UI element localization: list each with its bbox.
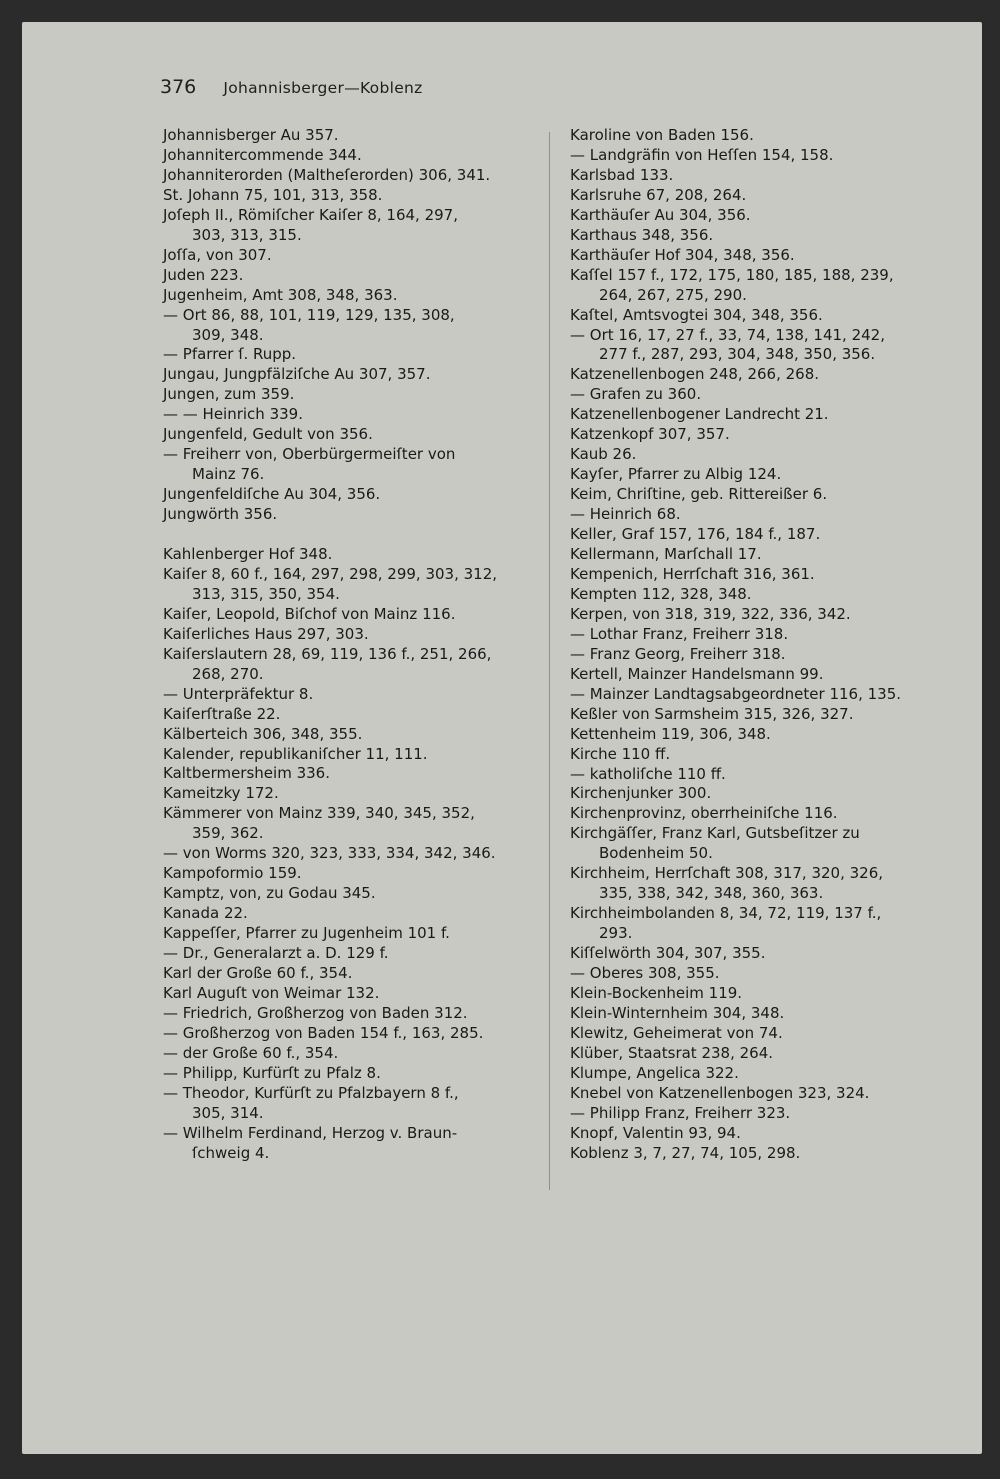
index-entry: — Heinrich 68. [570,505,681,524]
index-entry: Kampoformio 159. [163,864,302,883]
index-entry: — von Worms 320, 323, 333, 334, 342, 346. [163,844,496,863]
index-entry: Katzenellenbogener Landrecht 21. [570,405,829,424]
index-column-right [570,126,948,1164]
index-entry: 305, 314. [192,1103,264,1122]
index-entry: Karthäuſer Au 304, 356. [570,205,751,224]
index-entry: Joſeph II., Römiſcher Kaiſer 8, 164, 297, [163,205,458,224]
page-number: 376 [160,76,197,98]
index-entry: — Großherzog von Baden 154 f., 163, 285. [163,1023,484,1042]
index-entry: Kellermann, Marſchall 17. [570,545,762,564]
index-entry: Kaiſer 8, 60 f., 164, 297, 298, 299, 303, 312, [163,564,498,583]
column-divider [549,132,550,1190]
index-entry: Knebel von Katzenellenbogen 323, 324. [570,1083,870,1102]
index-entry: — — Heinrich 339. [163,405,303,424]
index-entry: Klumpe, Angelica 322. [570,1063,739,1082]
index-entry: Karl der Große 60 f., 354. [163,964,353,983]
index-entry: — Landgräfin von Heſſen 154, 158. [570,145,834,164]
index-entry: Koblenz 3, 7, 27, 74, 105, 298. [570,1143,801,1162]
index-entry: Johannisberger Au 357. [163,126,339,144]
index-entry: Karlsbad 133. [570,165,674,184]
index-entry: Keßler von Sarmsheim 315, 326, 327. [570,704,854,723]
index-entry: Kaſtel, Amtsvogtei 304, 348, 356. [570,305,823,324]
index-entry: — Ort 16, 17, 27 f., 33, 74, 138, 141, 242, [570,325,885,344]
index-entry: Kirchenprovinz, oberrheiniſche 116. [570,804,838,823]
index-entry: — der Große 60 f., 354. [163,1043,339,1062]
index-entry: — katholiſche 110 ff. [570,764,726,783]
index-entry: Katzenkopf 307, 357. [570,425,730,444]
index-entry: 303, 313, 315. [192,225,302,244]
index-entry: Kahlenberger Hof 348. [163,545,333,563]
index-entry: Klewitz, Geheimerat von 74. [570,1023,783,1042]
index-entry: Knopf, Valentin 93, 94. [570,1123,741,1142]
index-entry: Keller, Graf 157, 176, 184 f., 187. [570,525,821,544]
index-entry: 264, 267, 275, 290. [599,285,747,304]
index-entry: 359, 362. [192,824,264,843]
index-entry: Johanniterorden (Maltheſerorden) 306, 341. [163,165,491,184]
index-entry: Klein-Bockenheim 119. [570,983,743,1002]
index-entry: Kettenheim 119, 306, 348. [570,724,771,743]
index-entry: — Grafen zu 360. [570,385,702,404]
index-entry: Kirchenjunker 300. [570,784,712,803]
index-entry: — Freiherr von, Oberbürgermeiſter von [163,445,456,464]
index-entry: — Ort 86, 88, 101, 119, 129, 135, 308, [163,305,455,324]
index-entry: Kirchheimbolanden 8, 34, 72, 119, 137 f., [570,904,882,923]
index-entry: Keim, Chriſtine, geb. Rittereißer 6. [570,485,828,504]
index-entry: ſchweig 4. [192,1143,270,1162]
index-entry: Karl Auguſt von Weimar 132. [163,983,380,1002]
index-entry: — Lothar Franz, Freiherr 318. [570,624,789,643]
index-entry: Juden 223. [163,265,244,284]
index-entry: 313, 315, 350, 354. [192,584,340,603]
index-entry: Kaiſerſtraße 22. [163,704,281,723]
index-entry: 293. [599,924,633,943]
index-entry: Kameitzky 172. [163,784,279,803]
index-entry: Jugenheim, Amt 308, 348, 363. [163,285,398,304]
index-entry: Katzenellenbogen 248, 266, 268. [570,365,820,384]
index-entry: — Friedrich, Großherzog von Baden 312. [163,1003,468,1022]
index-entry: Kayſer, Pfarrer zu Albig 124. [570,465,782,484]
index-entry: Mainz 76. [192,465,265,484]
index-entry: Kerpen, von 318, 319, 322, 336, 342. [570,604,851,623]
index-entry: Jungen, zum 359. [163,385,295,404]
index-entry: 335, 338, 342, 348, 360, 363. [599,884,824,903]
index-entry: Kamptz, von, zu Godau 345. [163,884,376,903]
index-entry: Kempten 112, 328, 348. [570,584,752,603]
index-entry: Karlsruhe 67, 208, 264. [570,185,747,204]
index-entry: 309, 348. [192,325,264,344]
index-entry: — Philipp, Kurfürſt zu Pfalz 8. [163,1063,381,1082]
index-entry: — Pfarrer ſ. Rupp. [163,345,297,364]
index-entry: Kirche 110 ff. [570,744,671,763]
index-entry: Kirchheim, Herrſchaft 308, 317, 320, 326, [570,864,884,883]
index-entry: Karoline von Baden 156. [570,126,754,144]
index-entry: Johannitercommende 344. [163,145,362,164]
running-title: Johannisberger—Koblenz [223,79,423,97]
index-entry: Jungwörth 356. [163,505,278,524]
index-entry: Kempenich, Herrſchaft 316, 361. [570,564,815,583]
index-entry: Bodenheim 50. [599,844,713,863]
index-entry: Kirchgäſſer, Franz Karl, Gutsbeſitzer zu [570,824,860,843]
index-entry: Klein-Winternheim 304, 348. [570,1003,785,1022]
index-entry: Jungenfeldiſche Au 304, 356. [163,485,381,504]
index-entry: Jungenfeld, Gedult von 356. [163,425,373,444]
index-entry: Joſſa, von 307. [163,245,272,264]
index-column-left [163,126,545,1164]
index-entry: Kappeſſer, Pfarrer zu Jugenheim 101 f. [163,924,450,943]
section-gap [163,525,545,545]
index-entry: Kaiſerslautern 28, 69, 119, 136 f., 251, 266, [163,644,492,663]
index-entry: St. Johann 75, 101, 313, 358. [163,185,383,204]
index-entry: — Wilhelm Ferdinand, Herzog v. Braun- [163,1123,458,1142]
index-entry: — Mainzer Landtagsabgeordneter 116, 135. [570,684,902,703]
index-entry: Karthaus 348, 356. [570,225,714,244]
index-entry: Kaſſel 157 f., 172, 175, 180, 185, 188, 239, [570,265,894,284]
page-header [160,76,423,98]
index-entry: Kaiſerliches Haus 297, 303. [163,624,369,643]
index-entry: Kertell, Mainzer Handelsmann 99. [570,664,824,683]
index-entry: 268, 270. [192,664,264,683]
index-entry: Kaub 26. [570,445,637,464]
index-entry: Jungau, Jungpfälziſche Au 307, 357. [163,365,431,384]
index-entry: — Franz Georg, Freiherr 318. [570,644,786,663]
index-entry: Kaltbermersheim 336. [163,764,330,783]
index-entry: — Theodor, Kurfürſt zu Pfalzbayern 8 f., [163,1083,459,1102]
index-entry: Kiſſelwörth 304, 307, 355. [570,944,766,963]
index-entry: Karthäuſer Hof 304, 348, 356. [570,245,795,264]
index-entry: Kälberteich 306, 348, 355. [163,724,363,743]
index-entry: Kalender, republikaniſcher 11, 111. [163,744,428,763]
index-entry: 277 f., 287, 293, 304, 348, 350, 356. [599,345,876,364]
index-entry: — Unterpräfektur 8. [163,684,314,703]
index-entry: Kämmerer von Mainz 339, 340, 345, 352, [163,804,475,823]
index-entry: — Philipp Franz, Freiherr 323. [570,1103,791,1122]
index-entry: Kaiſer, Leopold, Biſchof von Mainz 116. [163,604,456,623]
index-entry: — Oberes 308, 355. [570,964,720,983]
index-entry: — Dr., Generalarzt a. D. 129 f. [163,944,389,963]
index-entry: Kanada 22. [163,904,248,923]
index-entry: Klüber, Staatsrat 238, 264. [570,1043,774,1062]
